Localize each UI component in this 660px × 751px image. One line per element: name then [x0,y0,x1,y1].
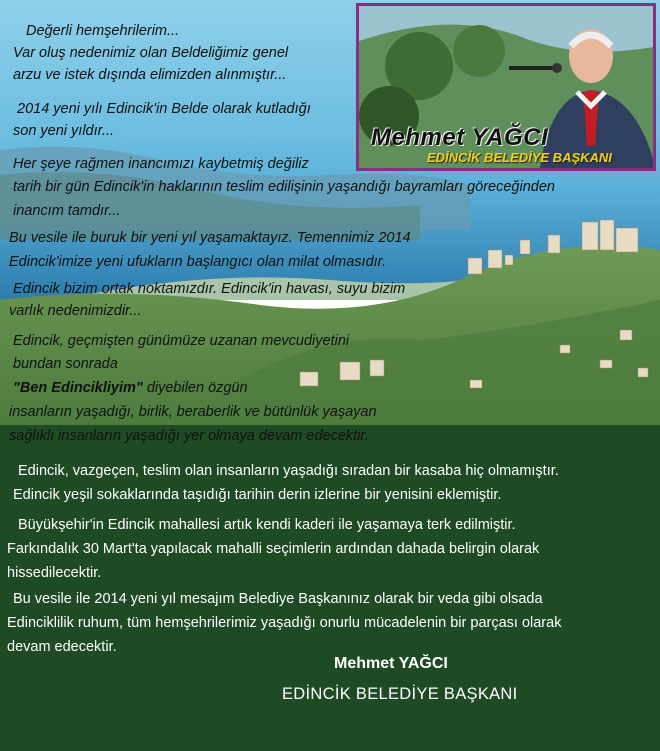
message-line: 2014 yeni yılı Edincik'in Belde olarak kutladığı [17,101,311,117]
message-line: Edincik, geçmişten günümüze uzanan mevcudiyetini [13,333,350,349]
signature-name: Mehmet YAĞCI [334,655,448,672]
mayor-portrait-photo [356,3,656,171]
message-line: Edincik bizim ortak noktamızdır. Edincik'in havası, suyu bizim [13,281,406,297]
message-line: Bu vesile ile buruk bir yeni yıl yaşamaktayız. Temennimiz 2014 [9,230,411,246]
message-line: hissedilecektir. [7,565,102,581]
message-line: Edincik, vazgeçen, teslim olan insanların yaşadığı sıradan bir kasaba hiç olmamıştır. [18,463,559,479]
photo-caption-name: Mehmet YAĞCI [371,124,549,151]
quote-emphasis: "Ben Edincikliyim" [13,380,143,396]
message-line: Edincik'imize yeni ufukların başlangıcı olan milat olmasıdır. [9,254,386,270]
message-line: inancım tamdır... [13,203,121,219]
message-line-quote [13,379,248,397]
message-line: tarih bir gün Edincik'in haklarının teslim edilişinin yaşandığı bayramları göreceğinden [13,179,555,195]
message-line: son yeni yıldır... [13,123,115,139]
message-line: Büyükşehir'in Edincik mahallesi artık kendi kaderi ile yaşamaya terk edilmiştir. [18,517,516,533]
message-line: Edinciklilik ruhum, tüm hemşehrilerimiz yaşadığı onurlu mücadelenin bir parçası olarak [7,615,562,631]
message-line: sağlıklı insanların yaşadığı yer olmaya devam edecektir. [9,428,369,444]
message-line: varlık nedenimizdir... [9,303,142,319]
message-line: devam edecektir. [7,639,117,655]
message-line: Her şeye rağmen inancımızı kaybetmiş değiliz [13,156,309,172]
photo-caption-title: EDİNCİK BELEDİYE BAŞKANI [427,150,612,165]
message-line: Edincik yeşil sokaklarında taşıdığı tarihin derin izlerine bir yenisini eklemiştir. [13,487,502,503]
message-line: Değerli hemşehrilerim... [26,23,180,39]
message-line: Farkındalık 30 Mart'ta yapılacak mahalli seçimlerin ardından dahada belirgin olarak [7,541,540,557]
message-line: bundan sonrada [13,356,118,372]
message-line: arzu ve istek dışında elimizden alınmıştır... [13,67,287,83]
message-line: Bu vesile ile 2014 yeni yıl mesajım Belediye Başkanınız olarak bir veda gibi olsada [13,591,543,607]
quote-rest: diyebilen özgün [142,380,248,396]
signature-title: EDİNCİK BELEDİYE BAŞKANI [282,685,518,703]
message-line: insanların yaşadığı, birlik, beraberlik ve bütünlük yaşayan [9,404,377,420]
message-line: Var oluş nedenimiz olan Beldeliğimiz genel [13,45,289,61]
